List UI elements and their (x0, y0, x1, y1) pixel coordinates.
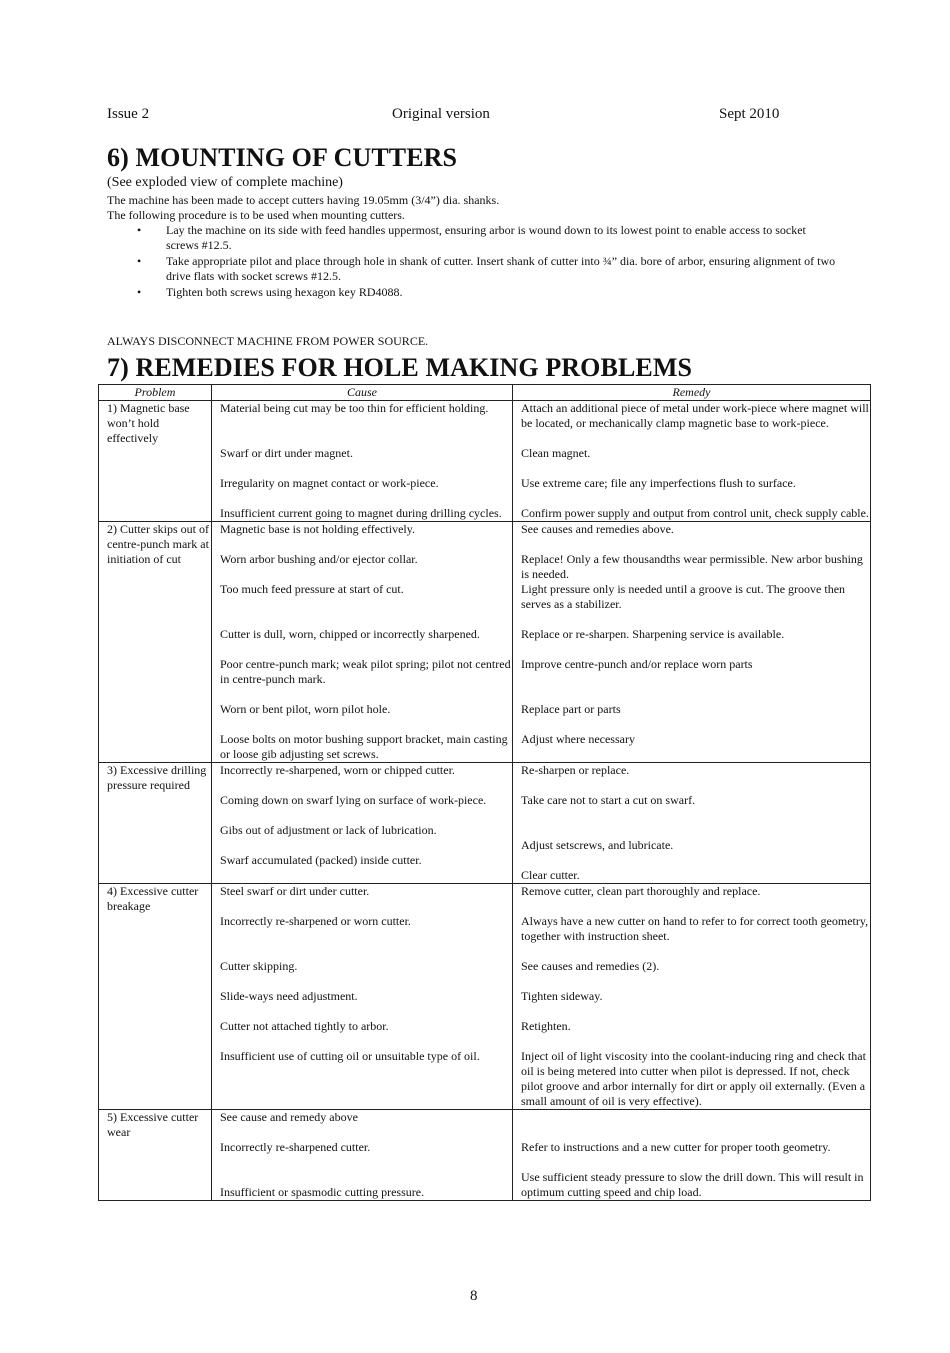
header-date: Sept 2010 (719, 106, 780, 122)
cause-entry: Loose bolts on motor bushing support bracket, main casting or loose gib adjusting set screws. (220, 732, 508, 761)
column-header-cause: Cause (212, 385, 513, 401)
cause-cell (212, 401, 513, 522)
remedy-entry: Adjust where necessary (521, 732, 635, 746)
cause-entry: Material being cut may be too thin for efficient holding. (220, 401, 489, 415)
table-header-row (99, 385, 871, 401)
remedy-cell (513, 401, 871, 522)
cause-entry: Incorrectly re-sharpened or worn cutter. (220, 914, 411, 928)
mounting-step: • Tighten both screws using hexagon key RD4088. (107, 285, 837, 300)
cause-entry: Gibs out of adjustment or lack of lubrication. (220, 823, 437, 837)
cause-entry: Cutter is dull, worn, chipped or incorrectly sharpened. (220, 627, 480, 641)
cause-cell (212, 1110, 513, 1201)
remedy-cell (513, 522, 871, 763)
problem-cell: 1) Magnetic base won’t hold effectively (99, 401, 212, 522)
cause-entry: See cause and remedy above (220, 1110, 358, 1124)
remedy-cell (513, 763, 871, 884)
remedy-cell (513, 1110, 871, 1201)
remedy-entry: Inject oil of light viscosity into the coolant-inducing ring and check that oil is being metered into cutter when pilot is depressed. If not, check pilot groove and arbor internally for dirt or apply oil externally. (Even a small amount of oil is very effective). (521, 1049, 866, 1108)
cause-entry: Too much feed pressure at start of cut. (220, 582, 404, 596)
remedy-entry: Replace or re-sharpen. Sharpening service is available. (521, 627, 785, 641)
remedy-entry: Clean magnet. (521, 446, 591, 460)
remedy-entry: Improve centre-punch and/or replace worn parts (521, 657, 753, 671)
remedy-entry: See causes and remedies above. (521, 522, 674, 536)
cause-cell (212, 763, 513, 884)
column-header-remedy: Remedy (513, 385, 871, 401)
remedies-table (98, 384, 871, 1201)
mounting-step: • Lay the machine on its side with feed handles uppermost, ensuring arbor is wound down to its lowest point to enable access to socket screws #12.5. (107, 223, 837, 253)
section6-intro-1: The machine has been made to accept cutters having 19.05mm (3/4”) dia. shanks. (107, 193, 500, 207)
cause-entry: Cutter not attached tightly to arbor. (220, 1019, 389, 1033)
power-warning: ALWAYS DISCONNECT MACHINE FROM POWER SOURCE. (107, 334, 429, 348)
table-row (99, 763, 871, 884)
cause-entry: Steel swarf or dirt under cutter. (220, 884, 370, 898)
remedy-entry: Replace part or parts (521, 702, 621, 716)
section6-subtitle: (See exploded view of complete machine) (107, 175, 343, 190)
section6-intro-2: The following procedure is to be used when mounting cutters. (107, 208, 405, 222)
problem-cell: 5) Excessive cutter wear (99, 1110, 212, 1201)
table-row (99, 1110, 871, 1201)
remedy-entry: Attach an additional piece of metal under work-piece where magnet will be located, or mechanically clamp magnetic base to work-piece. (521, 401, 869, 430)
remedy-entry: Re-sharpen or replace. (521, 763, 630, 777)
remedy-entry: Refer to instructions and a new cutter for proper tooth geometry. (521, 1140, 831, 1154)
remedy-entry: Clear cutter. (521, 868, 580, 882)
cause-cell (212, 522, 513, 763)
problem-cell: 3) Excessive drilling pressure required (99, 763, 212, 884)
header-issue: Issue 2 (107, 106, 150, 122)
table-row (99, 522, 871, 763)
remedy-entry: See causes and remedies (2). (521, 959, 660, 973)
section6-title: 6) MOUNTING OF CUTTERS (107, 143, 458, 172)
remedy-entry: Take care not to start a cut on swarf. (521, 793, 696, 807)
remedy-entry: Use sufficient steady pressure to slow the drill down. This will result in optimum cutting speed and chip load. (521, 1170, 864, 1199)
remedy-entry: Tighten sideway. (521, 989, 603, 1003)
table-row (99, 401, 871, 522)
mounting-step: • Take appropriate pilot and place through hole in shank of cutter. Insert shank of cutter into ¾” dia. bore of arbor, ensuring alignment of two drive flats with socket screws #12.5. (107, 254, 837, 284)
mounting-steps-list (107, 223, 837, 301)
remedy-entry: Remove cutter, clean part thoroughly and replace. (521, 884, 761, 898)
cause-entry: Swarf or dirt under magnet. (220, 446, 353, 460)
remedy-entry: Use extreme care; file any imperfections flush to surface. (521, 476, 796, 490)
section7-title: 7) REMEDIES FOR HOLE MAKING PROBLEMS (107, 353, 693, 382)
header-version: Original version (392, 106, 490, 122)
remedy-cell (513, 884, 871, 1110)
column-header-problem: Problem (99, 385, 212, 401)
cause-entry: Worn or bent pilot, worn pilot hole. (220, 702, 391, 716)
remedy-entry: Light pressure only is needed until a groove is cut. The groove then serves as a stabilizer. (521, 582, 846, 611)
remedy-entry: Always have a new cutter on hand to refer to for correct tooth geometry, together with instruction sheet. (521, 914, 869, 943)
remedy-entry: Confirm power supply and output from control unit, check supply cable. (521, 506, 869, 520)
cause-entry: Magnetic base is not holding effectively. (220, 522, 415, 536)
cause-entry: Worn arbor bushing and/or ejector collar. (220, 552, 418, 566)
cause-entry: Swarf accumulated (packed) inside cutter. (220, 853, 422, 867)
cause-entry: Incorrectly re-sharpened cutter. (220, 1140, 371, 1154)
cause-entry: Insufficient use of cutting oil or unsuitable type of oil. (220, 1049, 480, 1063)
remedy-entry: Replace! Only a few thousandths wear permissible. New arbor bushing is needed. (521, 552, 863, 581)
page-number: 8 (470, 1288, 478, 1304)
cause-entry: Insufficient current going to magnet during drilling cycles. (220, 506, 502, 520)
remedy-entry: Adjust setscrews, and lubricate. (521, 838, 674, 852)
cause-entry: Poor centre-punch mark; weak pilot spring; pilot not centred in centre-punch mark. (220, 657, 511, 686)
cause-cell (212, 884, 513, 1110)
cause-entry: Slide-ways need adjustment. (220, 989, 358, 1003)
cause-entry: Irregularity on magnet contact or work-piece. (220, 476, 439, 490)
cause-entry: Incorrectly re-sharpened, worn or chipped cutter. (220, 763, 455, 777)
remedy-entry (521, 1110, 870, 1125)
remedy-entry: Retighten. (521, 1019, 571, 1033)
cause-entry: Cutter skipping. (220, 959, 298, 973)
cause-entry: Coming down on swarf lying on surface of work-piece. (220, 793, 487, 807)
table-row (99, 884, 871, 1110)
problem-cell: 4) Excessive cutter breakage (99, 884, 212, 1110)
cause-entry: Insufficient or spasmodic cutting pressure. (220, 1185, 425, 1199)
problem-cell: 2) Cutter skips out of centre-punch mark at initiation of cut (99, 522, 212, 763)
